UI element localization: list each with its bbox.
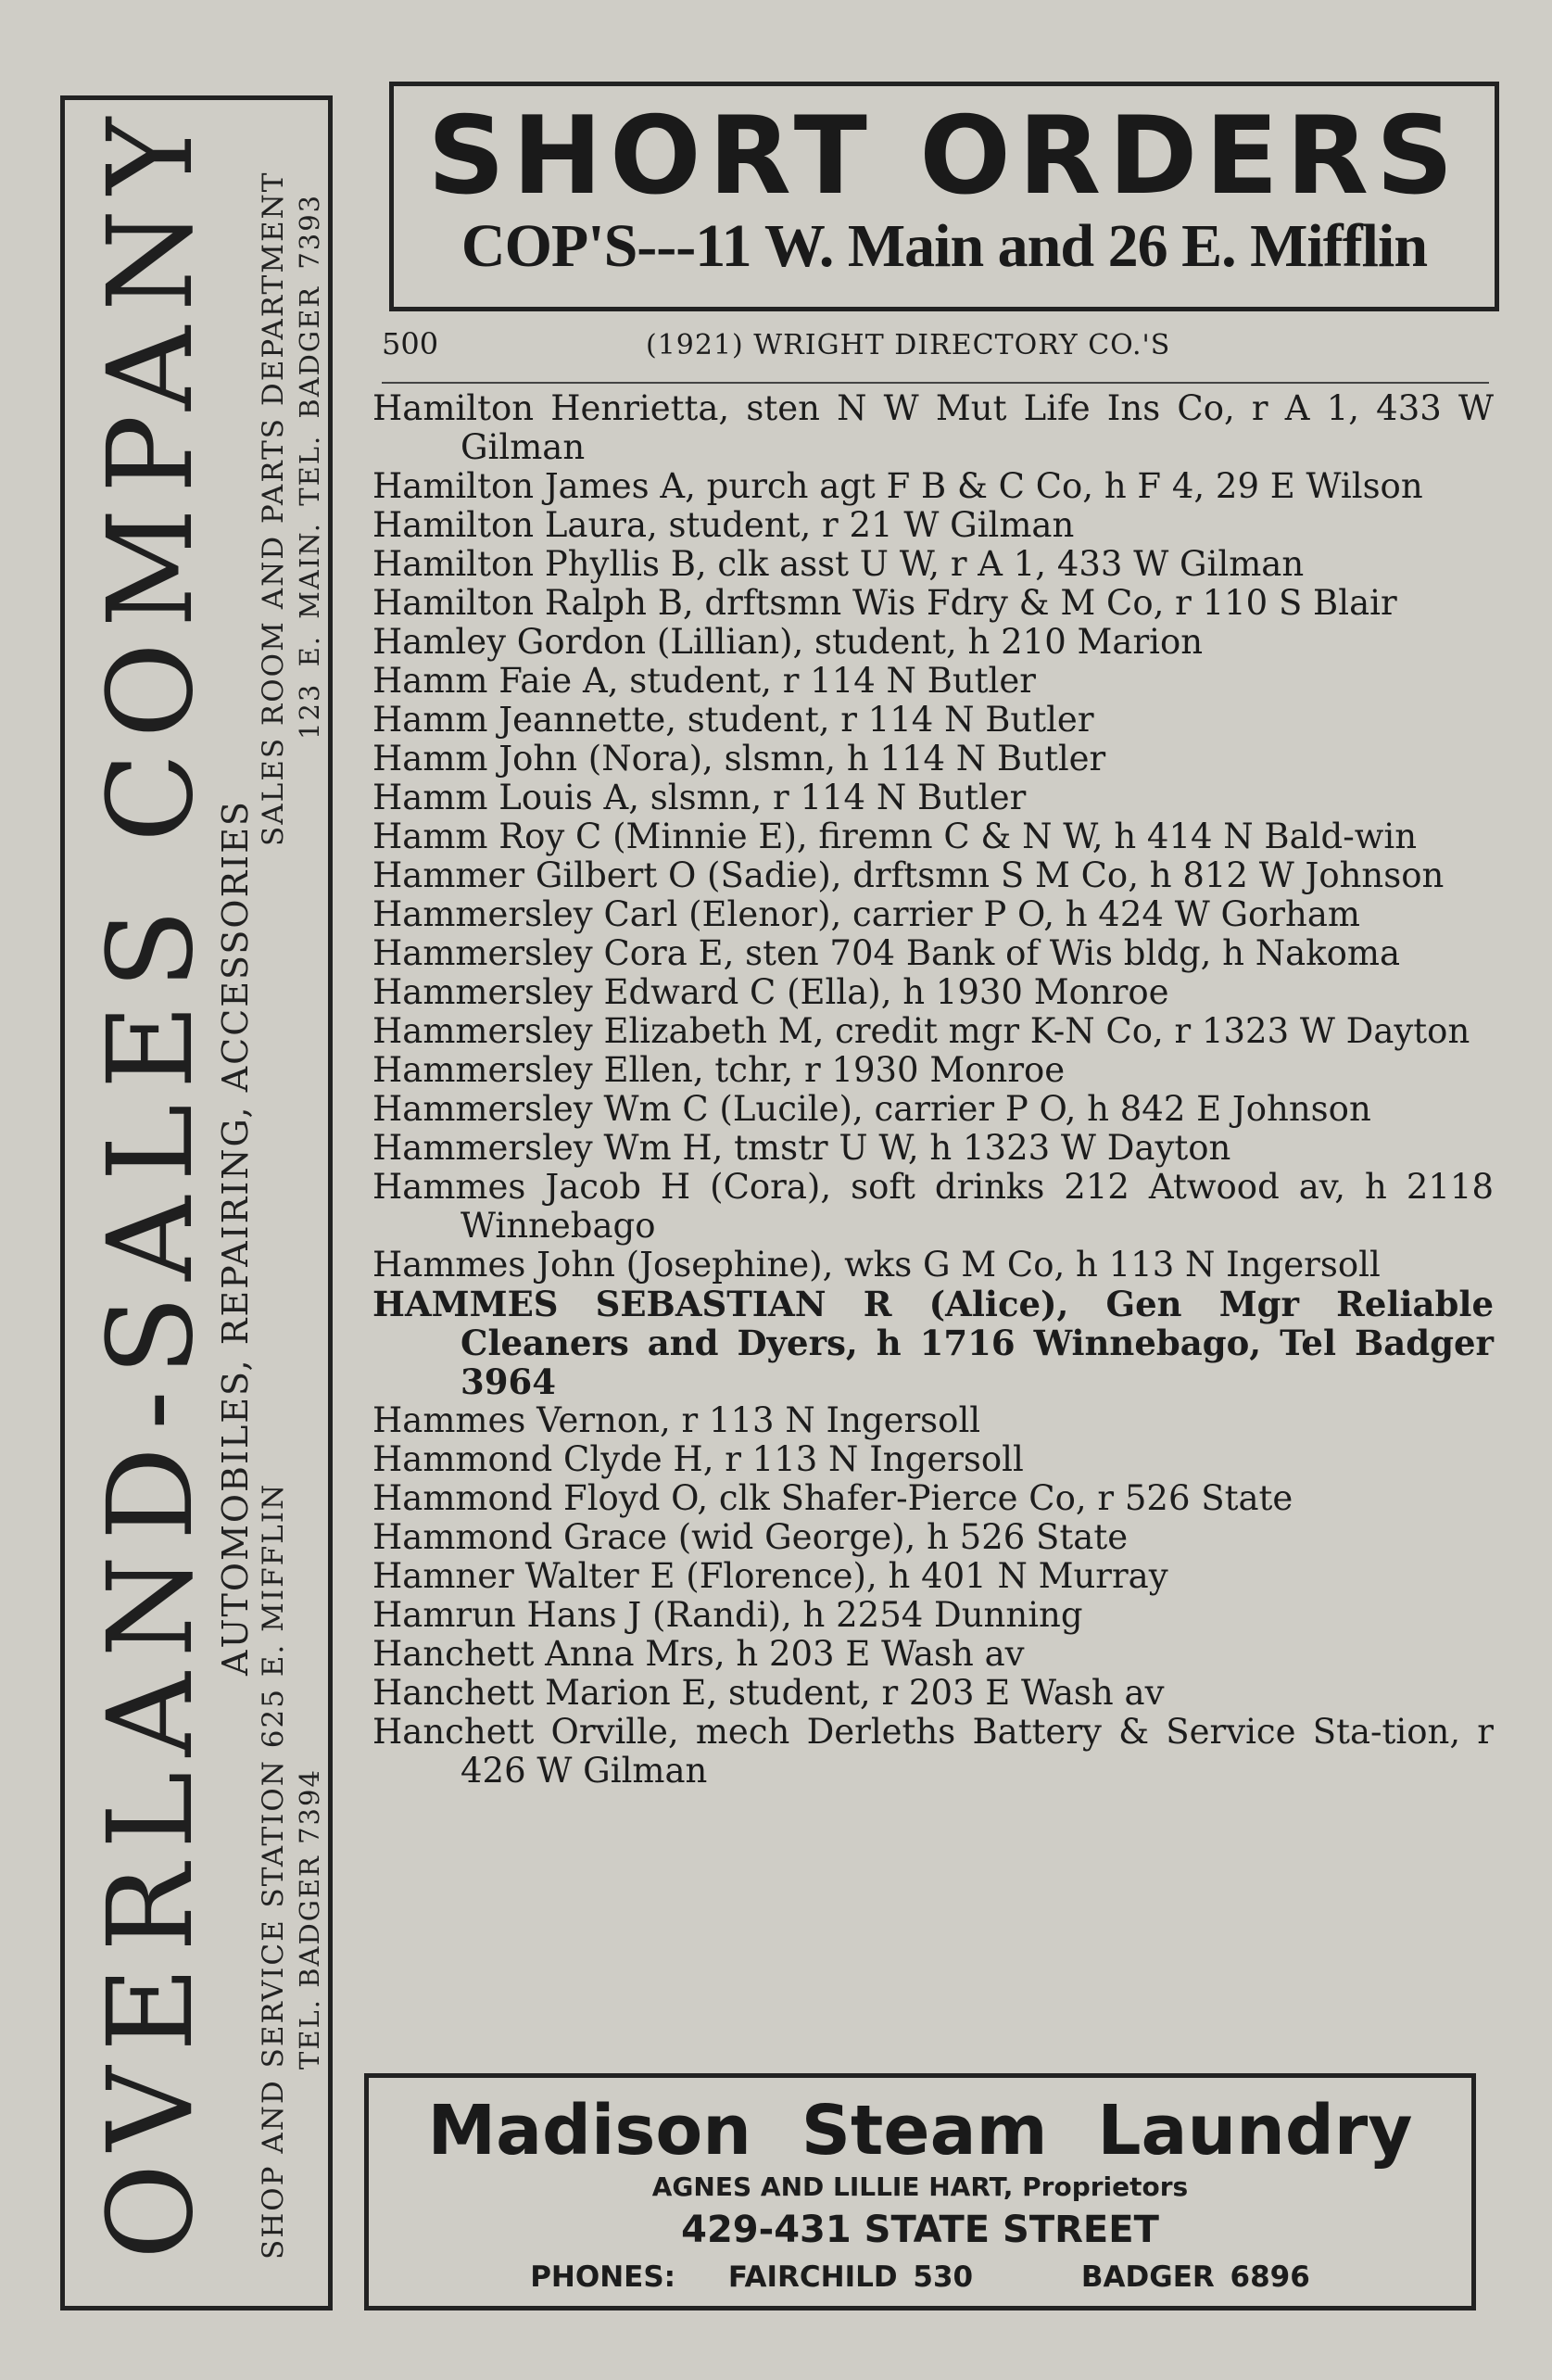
- laundry-phones: [369, 2260, 1471, 2294]
- directory-entry: Hamrun Hans J (Randi), h 2254 Dunning: [372, 1595, 1083, 1635]
- directory-entry: Hamm Faie A, student, r 114 N Butler: [372, 661, 1036, 701]
- directory-title: (1921) WRIGHT DIRECTORY CO.'S: [646, 329, 1171, 361]
- directory-listings: [372, 389, 1494, 1791]
- laundry-proprietors: AGNES AND LILLIE HART, Proprietors: [651, 2171, 1189, 2202]
- directory-entry: Hammes Jacob H (Cora), soft drinks 212 Atwood av, h 2118 Winnebago: [372, 1167, 1494, 1246]
- directory-entry: Hammersley Ellen, tchr, r 1930 Monroe: [372, 1050, 1066, 1090]
- header-rule: [382, 382, 1489, 384]
- directory-entry: Hanchett Orville, mech Derleths Battery & Service Sta-tion, r 426 W Gilman: [372, 1712, 1494, 1791]
- directory-entry: Hammersley Cora E, sten 704 Bank of Wis bldg, h Nakoma: [372, 933, 1401, 973]
- running-head: [382, 326, 1494, 365]
- directory-entry: Hanchett Marion E, student, r 203 E Wash av: [372, 1673, 1165, 1713]
- directory-entry: Hamm Louis A, slsmn, r 114 N Butler: [372, 778, 1027, 817]
- side-ad-station-phone: TEL. BADGER 7394: [294, 1768, 325, 2070]
- phones-label: PHONES:: [530, 2260, 676, 2294]
- directory-entry: Hammersley Edward C (Ella), h 1930 Monroe: [372, 972, 1169, 1012]
- directory-entry: Hamilton Laura, student, r 21 W Gilman: [372, 505, 1075, 545]
- directory-entry: Hammond Clyde H, r 113 N Ingersoll: [372, 1439, 1024, 1479]
- side-ad-services: AUTOMOBILES, REPAIRING, ACCESSORIES: [215, 800, 256, 1676]
- directory-entry: Hammersley Carl (Elenor), carrier P O, h 424 W Gorham: [372, 894, 1360, 934]
- directory-entry: Hamilton Henrietta, sten N W Mut Life Ins Co, r A 1, 433 W Gilman: [372, 388, 1494, 467]
- directory-entry: Hamilton Ralph B, drftsmn Wis Fdry & M Co, r 110 S Blair: [372, 583, 1397, 623]
- top-ad-headline: SHORT ORDERS: [427, 94, 1461, 219]
- directory-entry: Hamilton James A, purch agt F B & C Co, h F 4, 29 E Wilson: [372, 466, 1423, 506]
- top-advertisement: [389, 82, 1499, 311]
- directory-entry: Hammersley Wm H, tmstr U W, h 1323 W Dayton: [372, 1128, 1231, 1168]
- side-ad-company-name: OVERLAND-SALES COMPANY: [82, 102, 219, 2260]
- directory-entry: Hamner Walter E (Florence), h 401 N Murray: [372, 1556, 1168, 1596]
- top-ad-subline: COP'S---11 W. Main and 26 E. Mifflin: [461, 212, 1428, 280]
- directory-entry: Hamm Jeannette, student, r 114 N Butler: [372, 700, 1094, 740]
- directory-entry: Hammersley Elizabeth M, credit mgr K-N Co, r 1323 W Dayton: [372, 1011, 1470, 1051]
- laundry-address: 429-431 STATE STREET: [681, 2209, 1159, 2251]
- page-number: 500: [382, 326, 439, 361]
- side-ad-sales-room: SALES ROOM AND PARTS DEPARTMENT: [257, 171, 290, 846]
- phone-badger: BADGER 6896: [1080, 2260, 1310, 2294]
- directory-entry: Hammersley Wm C (Lucile), carrier P O, h 842 E Johnson: [372, 1089, 1371, 1129]
- bottom-advertisement: [364, 2073, 1476, 2310]
- directory-entry-bold: HAMMES SEBASTIAN R (Alice), Gen Mgr Reliable Cleaners and Dyers, h 1716 Winnebago, Tel Badger 3964: [372, 1284, 1494, 1402]
- directory-entry: Hamley Gordon (Lillian), student, h 210 Marion: [372, 622, 1204, 662]
- phone-fairchild: FAIRCHILD 530: [727, 2260, 974, 2294]
- side-ad-sales-phone: 123 E. MAIN. TEL. BADGER 7393: [294, 193, 325, 740]
- directory-entry: Hammond Floyd O, clk Shafer-Pierce Co, r 526 State: [372, 1478, 1293, 1518]
- directory-entry: Hammond Grace (wid George), h 526 State: [372, 1517, 1129, 1557]
- laundry-name: Madison Steam Laundry: [427, 2091, 1413, 2171]
- directory-entry: Hammes John (Josephine), wks G M Co, h 113 N Ingersoll: [372, 1245, 1381, 1285]
- directory-entry: Hanchett Anna Mrs, h 203 E Wash av: [372, 1634, 1025, 1674]
- directory-entry: Hammer Gilbert O (Sadie), drftsmn S M Co, h 812 W Johnson: [372, 855, 1445, 895]
- side-advertisement: [60, 95, 333, 2310]
- directory-entry: Hamm John (Nora), slsmn, h 114 N Butler: [372, 739, 1106, 779]
- side-ad-service-station: SHOP AND SERVICE STATION 625 E. MIFFLIN: [257, 1482, 290, 2260]
- directory-entry: Hamm Roy C (Minnie E), firemn C & N W, h 414 N Bald-win: [372, 817, 1418, 856]
- directory-entry: Hamilton Phyllis B, clk asst U W, r A 1, 433 W Gilman: [372, 544, 1305, 584]
- directory-entry: Hammes Vernon, r 113 N Ingersoll: [372, 1400, 981, 1440]
